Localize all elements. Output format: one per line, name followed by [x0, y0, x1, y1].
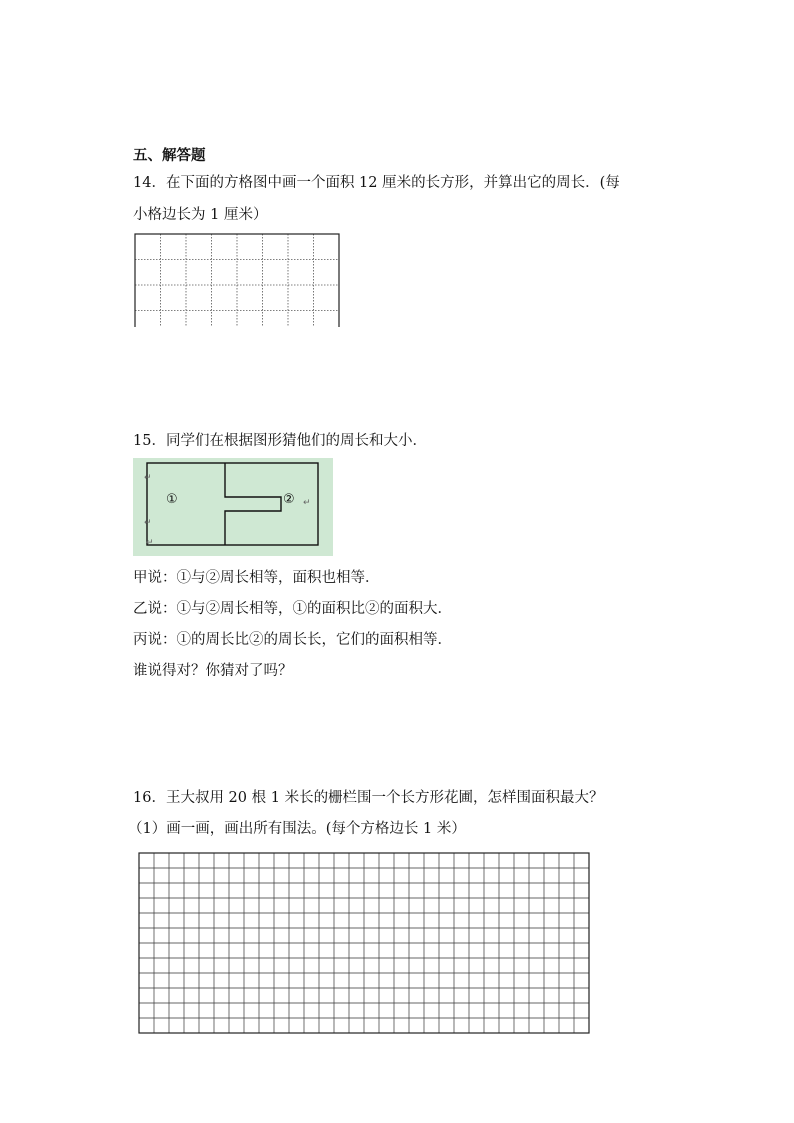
- section-title: 五、解答题: [133, 147, 206, 164]
- question-16-grid[interactable]: [138, 852, 592, 1042]
- statement-bing: 丙说：①的周长比②的周长长，它们的面积相等．: [133, 632, 452, 648]
- statement-jia: 甲说：①与②周长相等，面积也相等．: [133, 570, 380, 586]
- region-2-label: ②: [283, 492, 295, 507]
- return-mark: ↵: [303, 498, 311, 508]
- statement-yi: 乙说：①与②周长相等，①的面积比②的面积大．: [133, 601, 452, 617]
- return-mark: ↵: [144, 518, 152, 528]
- question-14-text: 14．在下面的方格图中画一个面积 12 厘米的长方形，并算出它的周长．(每: [133, 175, 620, 191]
- question-15-figure: [133, 458, 333, 556]
- question-15-text: 15．同学们在根据图形猜他们的周长和大小．: [133, 433, 427, 449]
- question-16-text: 16．王大叔用 20 根 1 米长的栅栏围一个长方形花圃，怎样围面积最大？: [133, 790, 604, 806]
- return-mark: ↵: [144, 473, 152, 483]
- question-14-grid[interactable]: [134, 233, 342, 327]
- question-16-subtext: （1）画一画，画出所有围法。(每个方格边长 1 米）: [128, 821, 466, 837]
- region-1-label: ①: [166, 492, 178, 507]
- return-mark: ↵: [146, 538, 154, 548]
- question-15-ask: 谁说得对？你猜对了吗？: [133, 663, 293, 679]
- question-14-text-cont: 小格边长为 1 厘米）: [133, 207, 268, 223]
